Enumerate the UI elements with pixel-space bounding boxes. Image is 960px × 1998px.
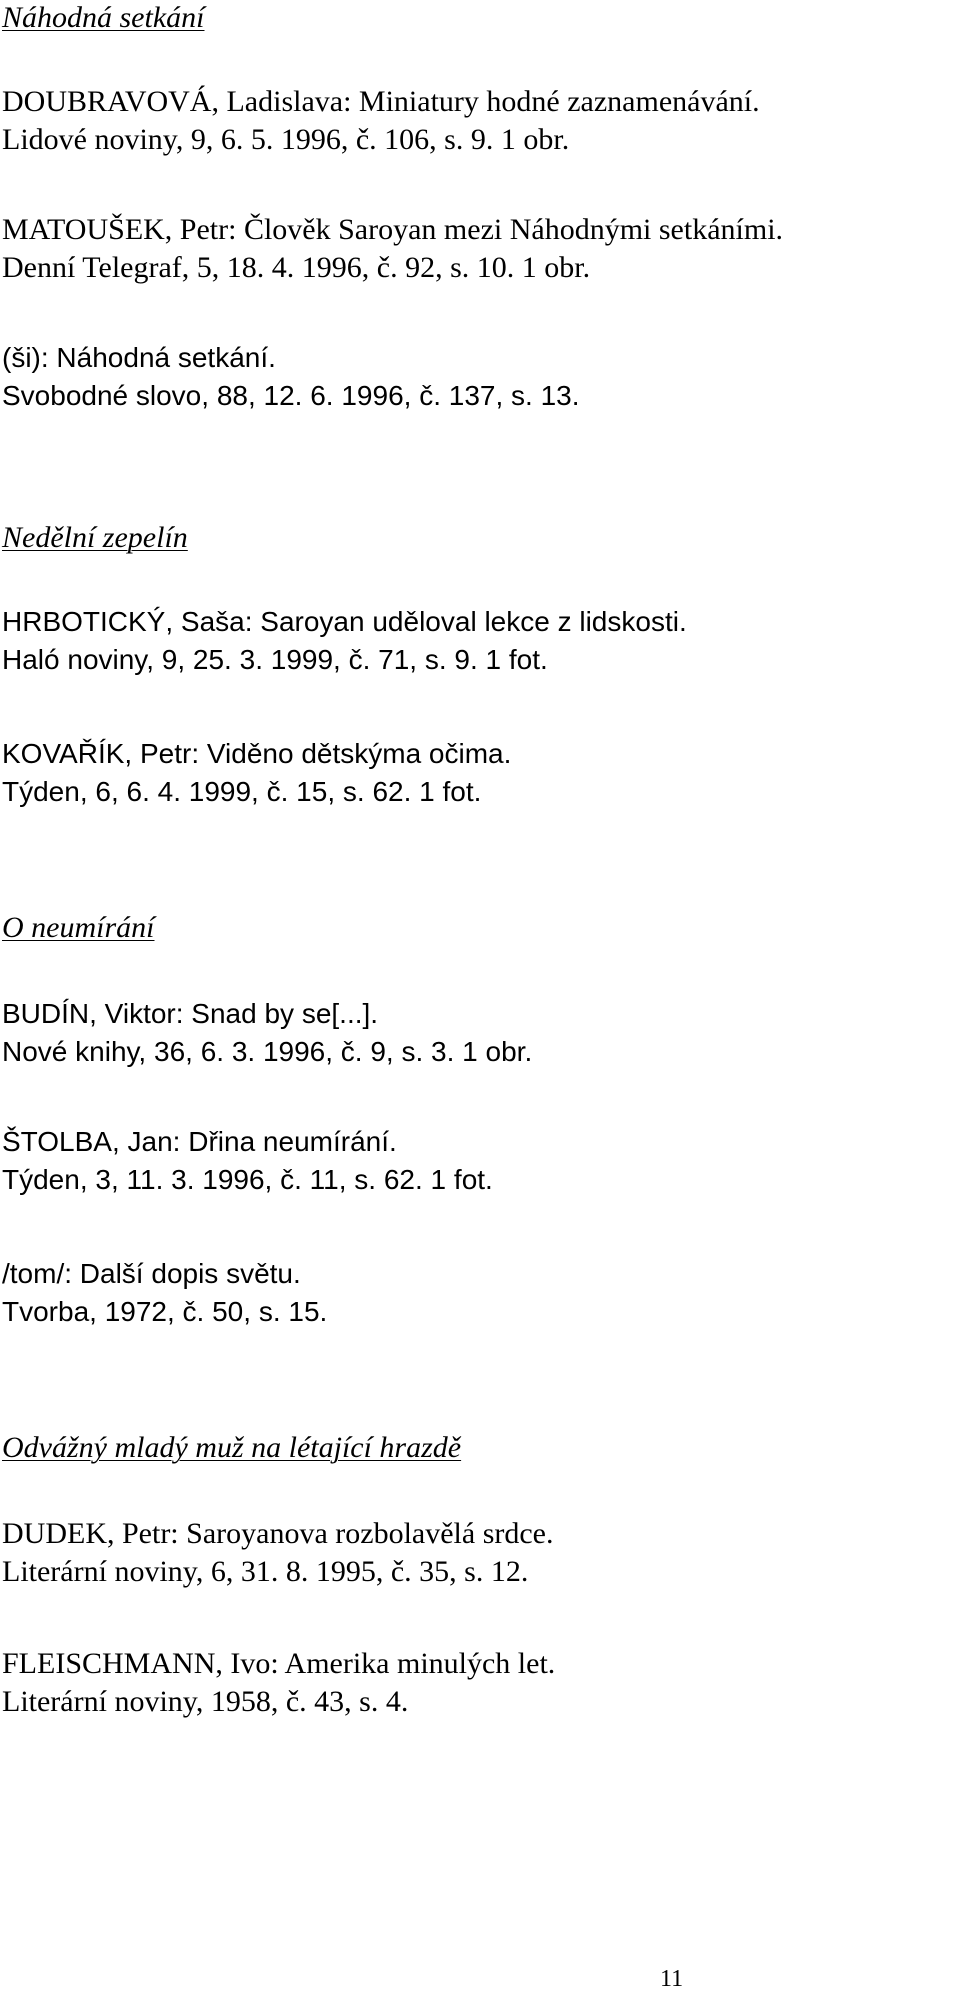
section-heading-odvazny-mlady-muz: Odvážný mladý muž na létající hrazdě — [2, 1431, 462, 1464]
entry-source: Nové knihy, 36, 6. 3. 1996, č. 9, s. 3. 1 obr. — [2, 1036, 533, 1067]
entry-source: Týden, 3, 11. 3. 1996, č. 11, s. 62. 1 fot. — [2, 1164, 493, 1195]
entry-author-title: MATOUŠEK, Petr: Člověk Saroyan mezi Náhodnými setkáními. — [2, 213, 784, 246]
entry-source: Týden, 6, 6. 4. 1999, č. 15, s. 62. 1 fot. — [2, 776, 482, 807]
entry-source: Denní Telegraf, 5, 18. 4. 1996, č. 92, s. 10. 1 obr. — [2, 251, 591, 284]
entry-author-title: FLEISCHMANN, Ivo: Amerika minulých let. — [2, 1647, 556, 1680]
entry-source: Lidové noviny, 9, 6. 5. 1996, č. 106, s. 9. 1 obr. — [2, 123, 570, 156]
entry-author-title: BUDÍN, Viktor: Snad by se[...]. — [2, 998, 379, 1029]
entry-author-title: ŠTOLBA, Jan: Dřina neumírání. — [2, 1126, 397, 1157]
entry-author-title: DOUBRAVOVÁ, Ladislava: Miniatury hodné zaznamenávání. — [2, 85, 760, 118]
entry-source: Svobodné slovo, 88, 12. 6. 1996, č. 137, s. 13. — [2, 380, 580, 411]
entry-author-title: HRBOTICKÝ, Saša: Saroyan uděloval lekce z lidskosti. — [2, 606, 687, 637]
entry-source: Literární noviny, 6, 31. 8. 1995, č. 35, s. 12. — [2, 1555, 529, 1588]
section-heading-nahodna-setkani: Náhodná setkání — [2, 1, 205, 34]
section-heading-o-neumirani: O neumírání — [2, 911, 155, 944]
entry-source: Tvorba, 1972, č. 50, s. 15. — [2, 1296, 328, 1327]
entry-author-title: KOVAŘÍK, Petr: Viděno dětskýma očima. — [2, 738, 512, 769]
section-heading-nedelni-zepelin: Nedělní zepelín — [2, 521, 188, 554]
entry-author-title: /tom/: Další dopis světu. — [2, 1258, 301, 1289]
page-number: 11 — [660, 1966, 684, 1992]
entry-author-title: (ši): Náhodná setkání. — [2, 342, 276, 373]
entry-source: Literární noviny, 1958, č. 43, s. 4. — [2, 1685, 409, 1718]
entry-author-title: DUDEK, Petr: Saroyanova rozbolavělá srdce. — [2, 1517, 554, 1550]
entry-source: Haló noviny, 9, 25. 3. 1999, č. 71, s. 9. 1 fot. — [2, 644, 548, 675]
